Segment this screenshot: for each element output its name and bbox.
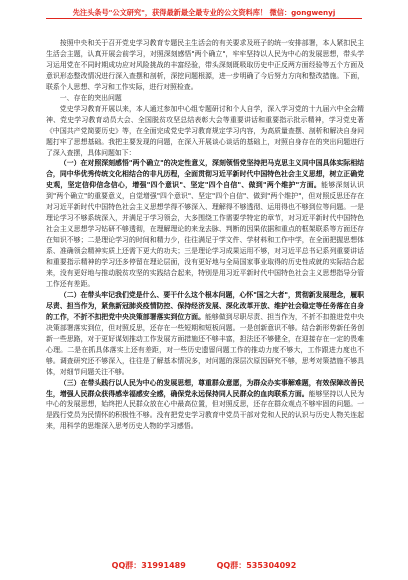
overview-paragraph: 党史学习教育开展以来，本人通过参加中心组专题研讨和个人自学，深入学习党的十九届六中全会精神、党史学习教育动员大会、全国脱贫攻坚总结表彰大会等重要讲话和重要指示批示精神，学习党史著《中国共产党简要历史》等，在全面完成党史学习教育规定学习内容，为高质量查摆、剖析和解决自身问题打牢了思想基础。我把主要发现的问题，在深入开展谈心谈话的基础上，对照自身存在的突出问题进行了深入查摆，具体问题如下： [46, 104, 364, 157]
subsection-1-heading: （一）在对照深刻感悟"两个确立"的决定性意义，深刻领悟党坚持把马克思主义同中国具体实际相结合，同中华优秀传统文化相结合的非凡历程，全面贯彻习近平新时代中国特色社会主义思想，树立正确党史观，坚定信仰信念信心，增强"四个意识"、坚定"四个自信"、做到"两个维护"方面。 [46, 159, 364, 190]
document-body [46, 38, 364, 432]
section-heading: 一、存在的突出问题 [59, 93, 122, 102]
subsection-1 [46, 158, 364, 289]
intro-paragraph: 按照中央和关于召开党史学习教育专题民主生活会的有关要求及班子的统一安排部署，本人紧扣民主生活会主题，认真开展会前学习，对照深刻感悟"两个确立"，牢牢坚持以人民为中心的发展思想，带头学习运用党在不同时期成功应对风险挑战的丰富经验，带头深刻既吸取历史中正反两方面经验等五个方面及意识形态整改情况进行深入查摆和剖析，深挖问题根源，进一步明确了今后努力方向和整改措施。下面，联系个人思想、学习和工作实际，进行对照检查。 [46, 39, 364, 91]
subsection-1-body: 能够深刻认识到"两个确立"的重要意义，自觉增强"四个意识"、坚定"四个自信"、做到"两个维护"，但对照反思还存在对习近平新时代中国特色社会主义思想学得不够深入、理解得不够透彻、运用得也不够到位等问题。一是理论学习不够系统深入，并满足于学习领会，大多围绕工作需要学特定的章节，对习近平新时代中国特色社会主义思想学习钻研不够透彻，在理解理论的来龙去脉、判断的因果依据和重点的框架联系等方面还存在知识不够；二是理论学习的时间和精力少，往往满足于学文件、学材料和工作中学，在全面把握思想体系、准确领会精神实质上还需下更大的功夫；三是理论学习成果运用不够，对习近平总书记系列重要讲话和重要指示精神的学习还多停留在理论层面，没有更好地与全局国家事业取得的历史性成就的实际结合起来，没有更好地与推动脱贫攻坚的实践结合起来，特别是用习近平新时代中国特色社会主义思想指导分管工作还有差距。 [46, 181, 364, 288]
subsection-2-heading: （二）在带头牢记我们党是什么、要干什么这个根本问题，心怀"国之大者"，贯彻新发展理念，履职尽责、担当作为，紧焦新冠肺炎疫情防控、保持经济发展、深化改革开放、维护社会稳定等任务落在自身的工作，不折不扣把党中央决策部署落实到位方面。 [46, 290, 364, 321]
top-banner [0, 0, 408, 20]
banner-text: 先注头条号"公文研究"，获得最新最全最专业的公文资料库！ 微信：gongwenyj [72, 8, 336, 17]
subsection-3 [46, 378, 364, 433]
subsection-3-heading: （三）在带头践行以人民为中心的发展思想，尊重群众意愿，为群众办实事解难题，有效保障改善民生，增强人民群众获得感幸福感安全感，确保党永远保持同人民群众的血肉联系方面。 [46, 378, 364, 398]
top-rule [46, 18, 362, 19]
footer-qq-2: QQ群：535304092 [216, 561, 297, 570]
subsection-3-body: 能够坚持以人民为中心的发展思想，始终把人民群众放在心中最高位置，但对照反思，还存在群众观点不够牢固的问题。一是践行党员为民情怀的积极性不够。没有把党史学习教育中党员干部对党和人民的认识与历史人物关连起来，用科学的思维深入思考历史人物的学习感悟。 [46, 389, 365, 431]
footer-qq-1: QQ群：31991489 [111, 561, 186, 570]
footer [0, 560, 408, 576]
subsection-2-body: 能够做到尽职尽责、担当作为，不折不扣推进党中央决策部署落实到位，但对照反思，还存在一些短期和短板问题。一是创新意识不够。结合新形势新任务创新一些思路，对于更好谋划推动工作发展方面措施还不够丰富，担法还不够健全，在迎接存在一定的畏难心理。二是在抓具体落实上还有差距，对一些历史遗留问题工作的推动力度不够大，工作跟进力度也不够。调查研究还不够深入，往往是了解基本情况多，对问题的深层次原因研究不够，思考对策措施不够具体，对细节问题关注不够。 [46, 312, 365, 376]
subsection-2 [46, 290, 364, 378]
